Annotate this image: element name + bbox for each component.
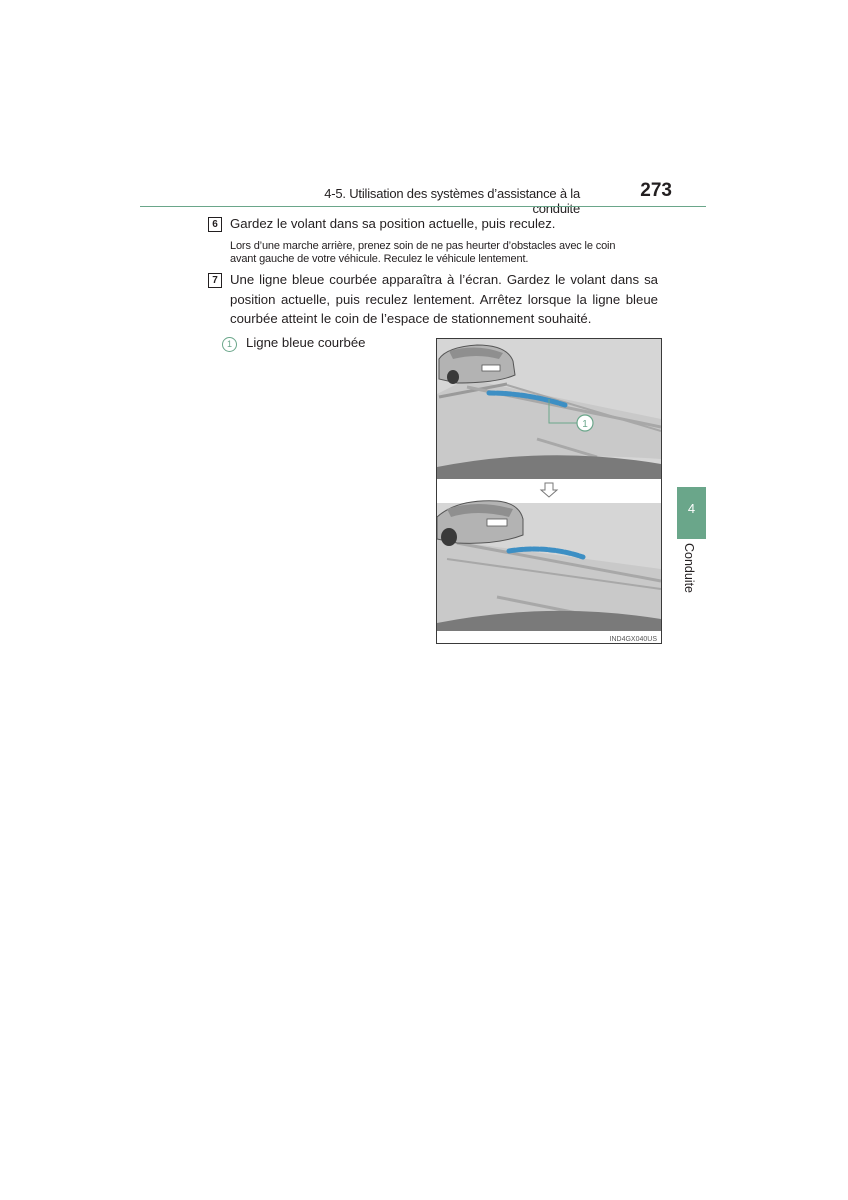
parked-car <box>439 345 515 384</box>
camera-view-after <box>437 501 661 631</box>
callout-number-badge: 1 <box>222 337 237 352</box>
step-6-text: Gardez le volant dans sa position actuelle, puis reculez. <box>230 216 556 231</box>
figure-marker-number: 1 <box>582 419 588 430</box>
step-7-text <box>230 270 658 329</box>
step-6-note-line-1: Lors d’une marche arrière, prenez soin de ne pas heurter d’obstacles avec le coin <box>230 240 616 252</box>
figure-code: IND4GX040US <box>609 636 657 643</box>
callout-label: Ligne bleue courbée <box>246 335 366 350</box>
header-divider <box>140 206 706 207</box>
chapter-tab[interactable] <box>677 487 706 539</box>
step-7-line-1: Une ligne bleue courbée apparaîtra à l’écran. Gardez le volant dans sa <box>230 272 658 287</box>
camera-view-before <box>437 339 661 479</box>
step-7-line-2: position actuelle, puis reculez lentement. Arrêtez lorsque la ligne bleue <box>230 291 658 307</box>
step-6-note-line-2: avant gauche de votre véhicule. Reculez le véhicule lentement. <box>230 253 529 265</box>
rear-camera-illustration <box>436 338 662 644</box>
chapter-label: Conduite <box>682 542 696 594</box>
step-6-note <box>230 240 660 266</box>
section-title: 4-5. Utilisation des systèmes d’assistance à la conduite <box>324 186 580 216</box>
step-number-7: 7 <box>208 273 222 288</box>
step-7-line-3: courbée atteint le coin de l’espace de stationnement souhaité. <box>230 311 592 326</box>
chapter-number: 4 <box>687 501 696 516</box>
page-number: 273 <box>640 180 672 201</box>
step-number-6: 6 <box>208 217 222 232</box>
